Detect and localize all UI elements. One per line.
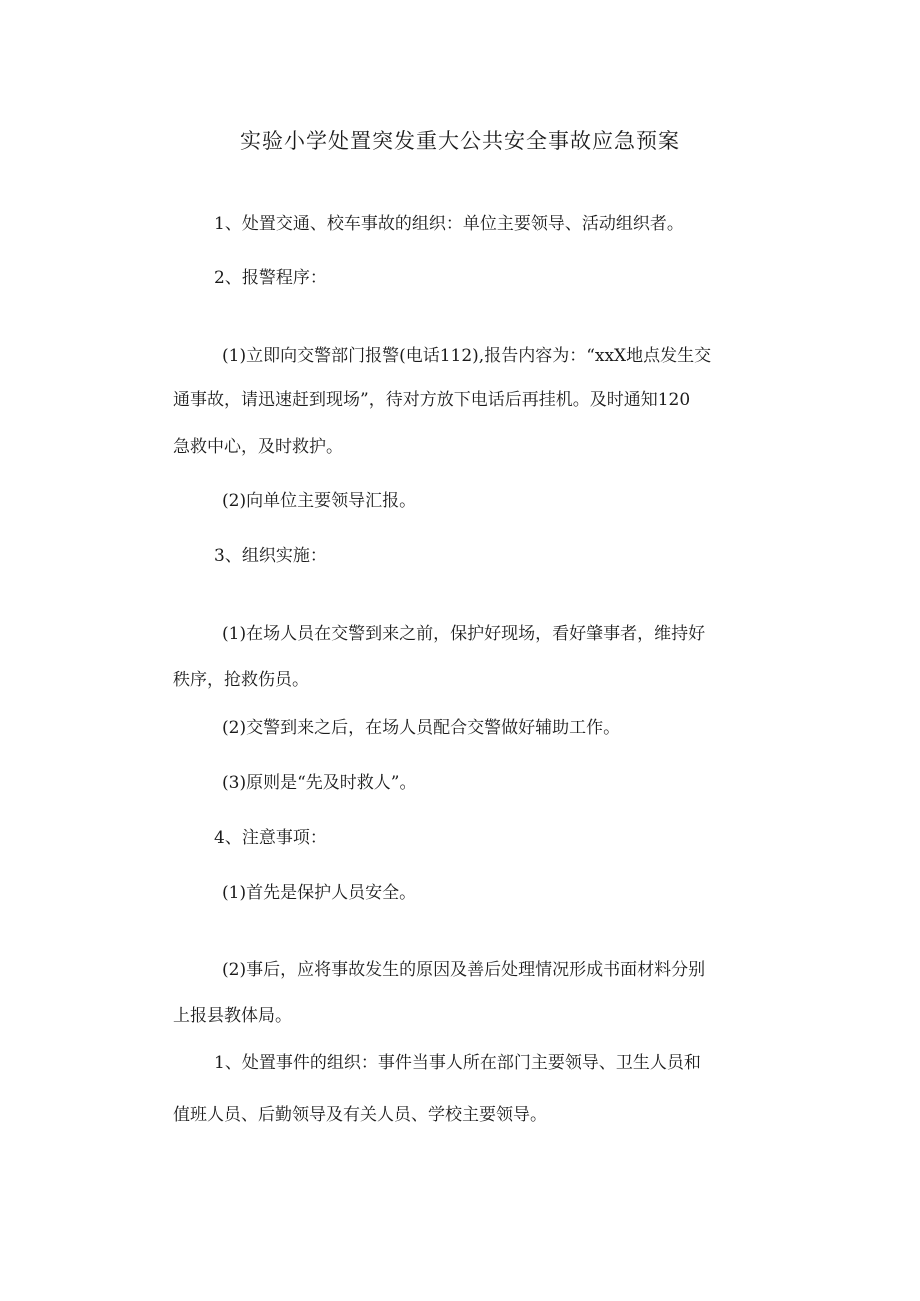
paragraph-line: 值班人员、后勤领导及有关人员、学校主要领导。 <box>173 1105 547 1125</box>
paragraph-line: 1、处置交通、校车事故的组织：单位主要领导、活动组织者。 <box>214 214 684 234</box>
paragraph-line: 通事故，请迅速赶到现场”，待对方放下电话后再挂机。及时通知120 <box>173 390 691 410</box>
paragraph-line: 急救中心，及时救护。 <box>173 437 343 457</box>
section-heading: 4、注意事项： <box>214 828 327 848</box>
document-title: 实验小学处置突发重大公共安全事故应急预案 <box>240 129 680 153</box>
paragraph-line: (1)在场人员在交警到来之前，保护好现场，看好肇事者，维持好 <box>222 624 706 644</box>
paragraph-line: 1、处置事件的组织：事件当事人所在部门主要领导、卫生人员和 <box>214 1053 701 1073</box>
paragraph-line: 秩序，抢救伤员。 <box>173 670 309 690</box>
paragraph-line: (1)立即向交警部门报警(电话112),报告内容为：“xxX地点发生交 <box>222 346 712 366</box>
section-heading: 2、报警程序： <box>214 268 327 288</box>
paragraph-line: (2)事后，应将事故发生的原因及善后处理情况形成书面材料分别 <box>222 960 706 980</box>
paragraph-line: (3)原则是“先及时救人”。 <box>222 773 417 793</box>
paragraph-line: (2)交警到来之后，在场人员配合交警做好辅助工作。 <box>222 718 621 738</box>
section-heading: 3、组织实施： <box>214 546 327 566</box>
paragraph-line: 上报县教体局。 <box>173 1006 292 1026</box>
paragraph-line: (2)向单位主要领导汇报。 <box>222 491 417 511</box>
paragraph-line: (1)首先是保护人员安全。 <box>222 883 417 903</box>
